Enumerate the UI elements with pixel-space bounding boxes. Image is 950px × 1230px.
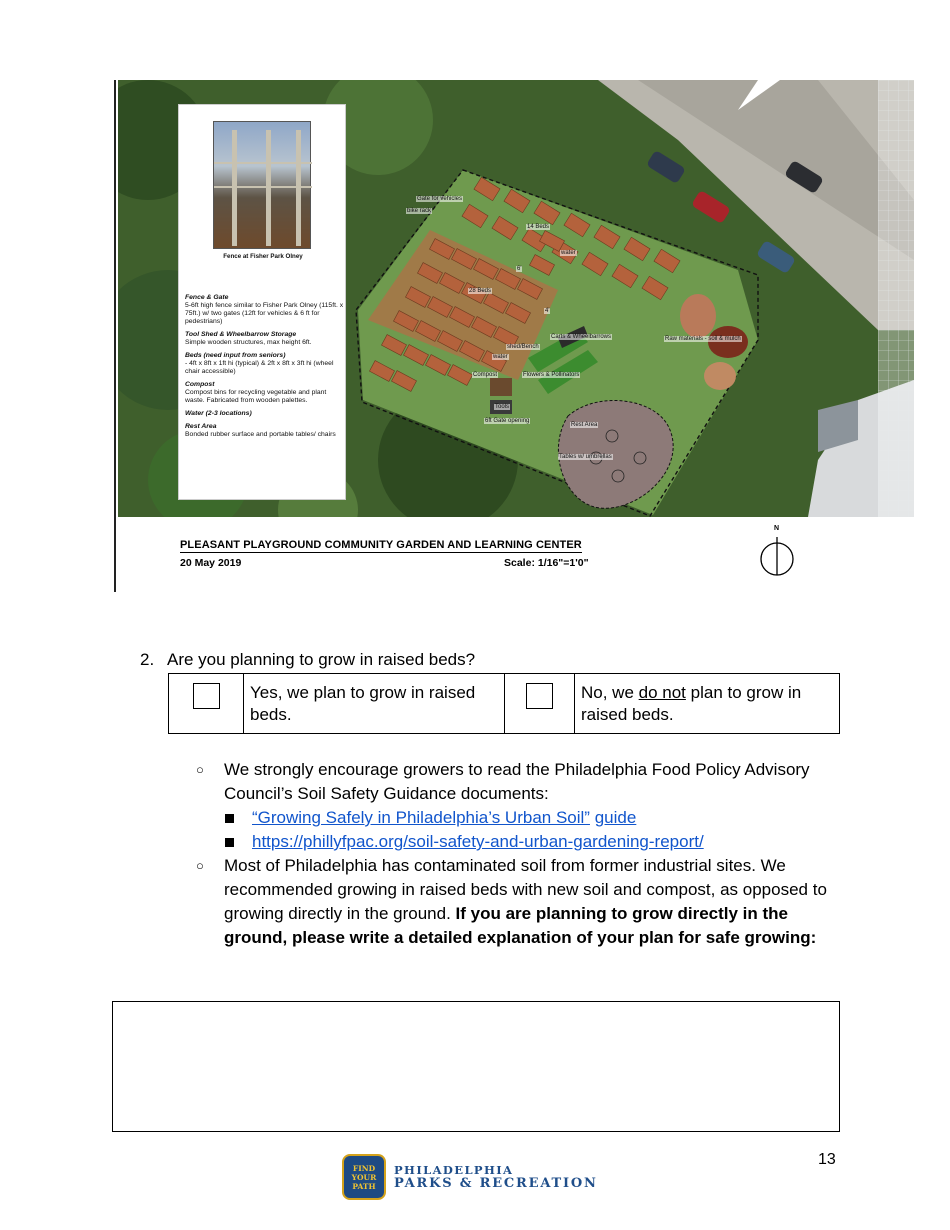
map-label-bike-rack: bike rack xyxy=(407,208,432,214)
no-option-pre: No, we xyxy=(581,683,639,702)
find-your-path-badge-icon xyxy=(342,1154,386,1200)
map-label-shed: shed/Bench xyxy=(507,344,539,350)
square-bullet-icon xyxy=(225,814,234,823)
page-number: 13 xyxy=(818,1151,836,1168)
map-label-gate-vehicles: Gate for vehicles xyxy=(417,196,463,202)
soil-guidance-list xyxy=(196,758,836,950)
growing-safely-link[interactable]: “Growing Safely in Philadelphia’s Urban Soil” xyxy=(252,808,590,827)
site-plan-figure xyxy=(114,80,914,592)
figure-border xyxy=(114,80,116,592)
org-name-line2: PARKS & RECREATION xyxy=(394,1176,598,1191)
guidance-text: Most of Philadelphia has contaminated soil from former industrial sites. We recommended growing in raised beds with new soil and compost, as opposed to growing directly in the ground. xyxy=(224,856,827,923)
no-checkbox-cell xyxy=(505,674,575,734)
legend-body: Simple wooden structures, max height 6ft. xyxy=(185,339,312,346)
badge-line: PATH xyxy=(352,1182,376,1191)
map-label-flowers: Flowers & Pollinators xyxy=(523,372,580,378)
yes-checkbox[interactable] xyxy=(193,683,220,709)
legend-heading: Fence & Gate xyxy=(185,294,229,301)
map-label-rest-area: Rest Area xyxy=(571,422,598,428)
map-label-carts: Carts & Wheelbarrows xyxy=(551,334,612,340)
map-label-gate-opening: 6ft Gate opening xyxy=(485,418,530,424)
question-text: Are you planning to grow in raised beds? xyxy=(167,650,476,669)
plan-date: 20 May 2019 xyxy=(180,557,242,569)
guidance-text: We strongly encourage growers to read the Philadelphia Food Policy Advisory Council’s Soil Safety Guidance documents: xyxy=(224,760,810,803)
list-item xyxy=(196,758,836,806)
no-option-post: plan to grow in raised beds. xyxy=(581,683,802,724)
plan-scale: Scale: 1/16"=1'0" xyxy=(504,557,589,569)
yes-checkbox-cell xyxy=(169,674,244,734)
guide-link[interactable]: guide xyxy=(594,808,637,827)
no-option-underlined: do not xyxy=(638,683,686,702)
question-2 xyxy=(140,650,475,670)
legend-body: Compost bins for recycling vegetable and plant waste. Fabricated from wooden palettes. xyxy=(185,389,327,404)
fence-photo-caption: Fence at Fisher Park Olney xyxy=(223,253,303,260)
soil-report-link[interactable]: https://phillyfpac.org/soil-safety-and-urban-gardening-report/ xyxy=(252,832,704,851)
list-item xyxy=(196,806,836,830)
plan-title: PLEASANT PLAYGROUND COMMUNITY GARDEN AND LEARNING CENTER xyxy=(180,539,582,551)
map-label-dimension: 4' xyxy=(545,308,550,314)
legend-heading: Compost xyxy=(185,381,215,388)
map-label-raw-materials: Raw materials - soil & mulch xyxy=(665,336,741,342)
legend-heading: Water (2-3 locations) xyxy=(185,410,252,417)
legend-body: - 4ft x 8ft x 1ft hi (typical) & 2ft x 8ft x 3ft hi (wheel chair accessible) xyxy=(185,360,334,375)
no-option-label xyxy=(575,674,840,734)
map-label-dimension: 6' xyxy=(517,266,522,272)
site-plan-legend xyxy=(178,104,346,500)
hollow-bullet-icon: ○ xyxy=(196,762,204,777)
guidance-instruction: If you are planning to grow directly in the ground, please write a detailed explanation of your plan for safe growing: xyxy=(224,904,817,947)
safe-growing-plan-textbox[interactable] xyxy=(112,1001,840,1132)
question-number: 2. xyxy=(140,650,155,669)
map-label-14-beds: 14 Beds xyxy=(527,224,550,230)
no-checkbox[interactable] xyxy=(526,683,553,709)
yes-option-label: Yes, we plan to grow in raised beds. xyxy=(244,674,505,734)
plan-title-block xyxy=(118,517,914,592)
parks-recreation-logo xyxy=(342,1154,614,1202)
badge-line: YOUR xyxy=(351,1173,377,1182)
map-label-water: water xyxy=(493,354,508,360)
aerial-site-plan-image xyxy=(118,80,914,517)
list-item xyxy=(196,854,836,950)
legend-heading: Rest Area xyxy=(185,423,217,430)
legend-list xyxy=(185,289,345,439)
badge-line: FIND xyxy=(352,1164,376,1173)
fence-photo xyxy=(213,121,311,249)
raised-beds-choice-table xyxy=(168,673,840,734)
north-arrow-icon xyxy=(758,525,798,575)
legend-heading: Beds (need input from seniors) xyxy=(185,352,286,359)
north-label: N xyxy=(774,525,780,532)
map-label-tables: Tables w/ umbrellas xyxy=(559,454,612,460)
list-item xyxy=(196,830,836,854)
square-bullet-icon xyxy=(225,838,234,847)
hollow-bullet-icon: ○ xyxy=(196,858,204,873)
legend-heading: Tool Shed & Wheelbarrow Storage xyxy=(185,331,297,338)
legend-body: 5-6ft high fence similar to Fisher Park Olney (115ft. x 75ft.) w/ two gates (12ft for vehicles & 6 ft for pedestrians) xyxy=(185,302,344,325)
legend-body: Bonded rubber surface and portable tables/ chairs xyxy=(185,431,336,438)
map-label-compost: Compost xyxy=(473,372,498,378)
map-label-tools: Tools xyxy=(495,404,510,410)
org-name-line1: PHILADELPHIA xyxy=(394,1163,514,1177)
map-label-water: water xyxy=(561,250,576,256)
map-label-28-beds: 28 Beds xyxy=(469,288,492,294)
